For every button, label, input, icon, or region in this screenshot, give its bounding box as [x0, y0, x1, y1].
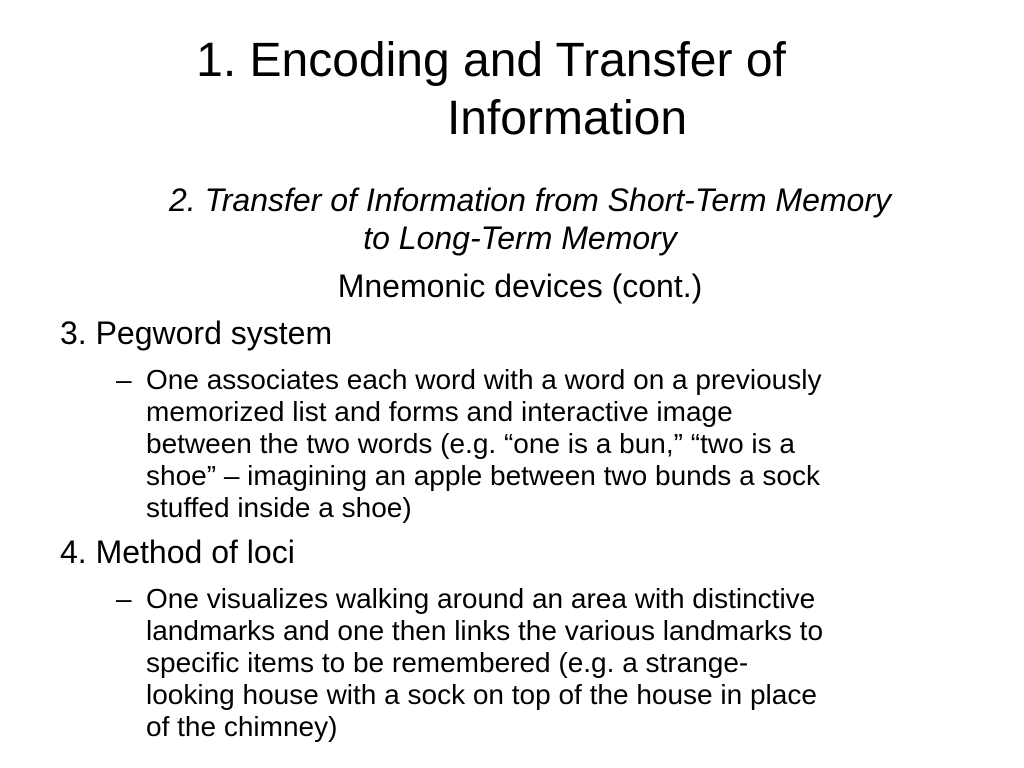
sub-item-loci-description: [116, 583, 988, 743]
subtitle-line-1: 2. Transfer of Information from Short-Term Memory: [169, 182, 891, 218]
slide-subtitle: [60, 181, 980, 257]
subtitle-line-2: to Long-Term Memory: [363, 220, 677, 256]
list-item-method-of-loci: 4. Method of loci: [60, 534, 295, 570]
list-item-pegword-system: 3. Pegword system: [60, 315, 333, 351]
section-heading: Mnemonic devices (cont.): [337, 268, 703, 304]
slide-title: [60, 32, 964, 148]
title-line-1: 1. Encoding and Transfer of: [196, 34, 786, 87]
sub-item-text: One visualizes walking around an area with distinctive landmarks and one then links the various landmarks to specific items to be remembered (e.g. a strange- looking house with a sock on top of the house in place of the chimney): [146, 583, 824, 742]
sub-item-pegword-description: [116, 364, 988, 524]
sub-item-text: One associates each word with a word on a previously memorized list and forms and interactive image between the two words (e.g. “one is a bun,” “two is a shoe” – imagining an apple between two bunds a sock stuffed inside a shoe): [146, 364, 822, 523]
dash-bullet: –: [116, 583, 132, 614]
dash-bullet: –: [116, 364, 132, 395]
title-line-2: Information: [446, 92, 688, 145]
